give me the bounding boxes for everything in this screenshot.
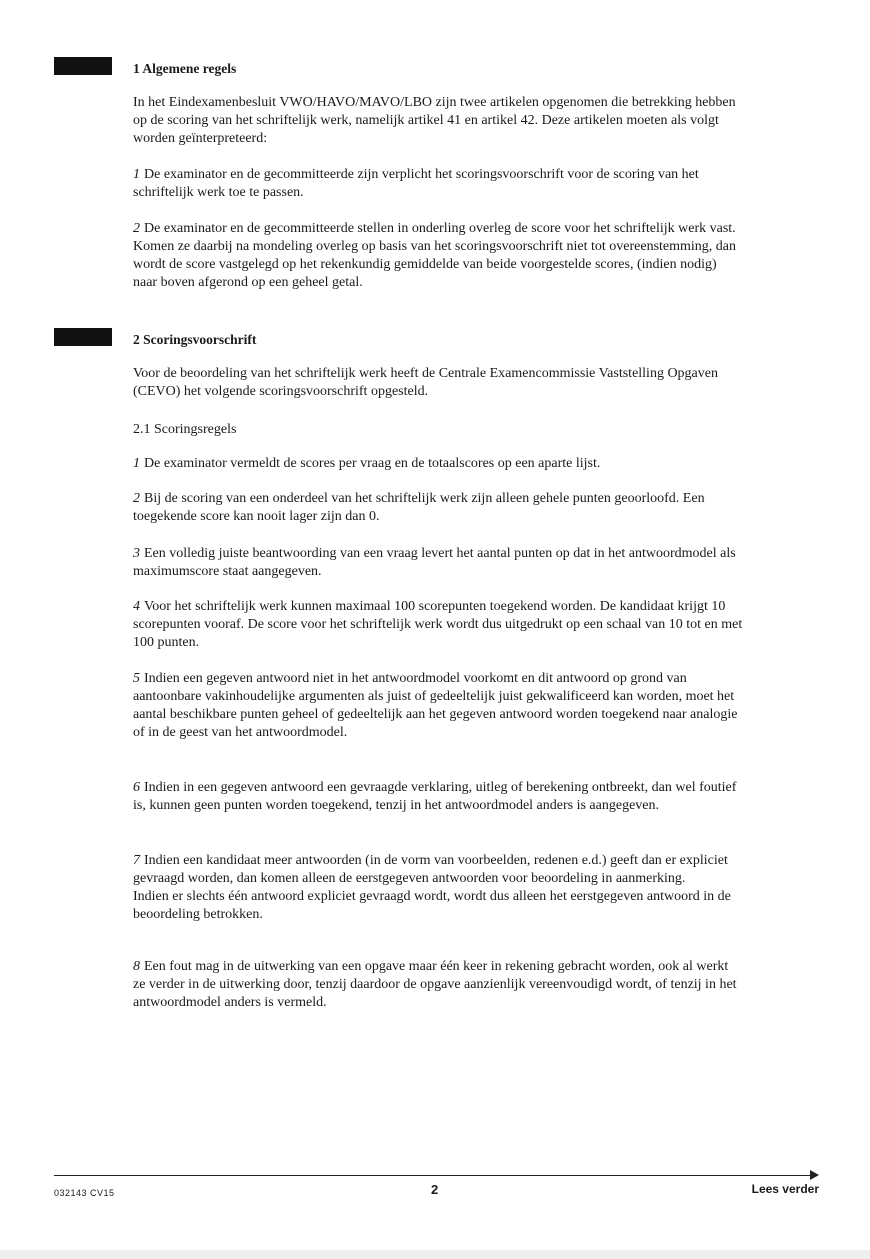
section-1-item-2 <box>133 220 743 292</box>
section-1-title: 1 Algemene regels <box>133 61 237 76</box>
rule-number: 6 <box>133 780 140 795</box>
rule-text: Indien een kandidaat meer antwoorden (in de vorm van voorbeelden, redenen e.d.) geeft dan er expliciet gevraagd worden, dan komen alleen de eerstgegeven antwoorden voor beoordeling in aanmerking. <box>133 853 728 886</box>
rule-2 <box>133 490 743 526</box>
item-text: De examinator en de gecommitteerde zijn verplicht het scoringsvoorschrift voor de scoring van het schriftelijk werk toe te passen. <box>133 167 699 200</box>
section-marker-2 <box>54 328 112 346</box>
rule-text: Een volledig juiste beantwoording van een vraag levert het aantal punten op dat in het antwoordmodel als maximumscore staat aangegeven. <box>133 546 736 579</box>
rule-number: 4 <box>133 599 140 614</box>
rule-text: Een fout mag in de uitwerking van een opgave maar één keer in rekening gebracht worden, ook al werkt ze verder in de uitwerking door, tenzij daardoor de opgave aanzienlijk vereenvoudigd wordt, of tenzij in het antwoordmodel anders is vermeld. <box>133 959 737 1010</box>
continue-label: Lees verder <box>751 1182 819 1196</box>
rule-text: Indien een gegeven antwoord niet in het antwoordmodel voorkomt en dit antwoord op grond van aantoonbare vakinhoudelijke argumenten als juist of gedeeltelijk juist gekwalificeerd kan worden, moet het aantal beschikbare punten geheel of gedeeltelijk aan het gegeven antwoord worden toegekend naar analogie of in de geest van het antwoordmodel. <box>133 671 738 740</box>
document-code: 032143 CV15 <box>54 1188 115 1198</box>
rule-number: 5 <box>133 671 140 686</box>
footer-divider <box>54 1175 814 1176</box>
rule-5 <box>133 670 743 742</box>
item-text: De examinator en de gecommitteerde stellen in onderling overleg de score voor het schriftelijk werk vast. Komen ze daarbij na mondeling overleg op basis van het scoringsvoorschrift niet tot overeenstemming, dan wordt de score vastgelegd op het rekenkundig gemiddelde van beide voorgestelde scores, (indien nodig) naar boven afgerond op een geheel getal. <box>133 221 737 290</box>
rule-6 <box>133 779 743 815</box>
rule-text: Bij de scoring van een onderdeel van het schriftelijk werk zijn alleen gehele punten geoorloofd. Een toegekende score kan nooit lager zijn dan 0. <box>133 491 705 524</box>
rule-text-extra: Indien er slechts één antwoord expliciet gevraagd wordt, wordt dus alleen het eerstgegeven antwoord in de beoordeling betrokken. <box>133 889 731 922</box>
rule-1 <box>133 455 743 473</box>
item-number: 2 <box>133 221 140 236</box>
page-number: 2 <box>431 1182 439 1197</box>
section-2-intro: Voor de beoordeling van het schriftelijk werk heeft de Centrale Examencommissie Vaststelling Opgaven (CEVO) het volgende scoringsvoorschrift opgesteld. <box>133 366 718 399</box>
rule-text: Voor het schriftelijk werk kunnen maximaal 100 scorepunten toegekend worden. De kandidaat krijgt 10 scorepunten vooraf. De score voor het schriftelijk werk wordt dus uitgedrukt op een schaal van 10 tot en met 100 punten. <box>133 599 743 650</box>
rule-4 <box>133 598 743 652</box>
rule-number: 1 <box>133 456 140 471</box>
rule-8 <box>133 958 743 1012</box>
section-1-item-1 <box>133 166 743 202</box>
section-marker-1 <box>54 57 112 75</box>
scan-edge <box>0 1250 870 1259</box>
rule-number: 7 <box>133 853 140 868</box>
rule-number: 3 <box>133 546 140 561</box>
rule-text: Indien in een gegeven antwoord een gevraagde verklaring, uitleg of berekening ontbreekt, dan wel foutief is, kunnen geen punten worden toegekend, tenzij in het antwoordmodel anders is aangegeven. <box>133 780 737 813</box>
arrow-right-icon <box>810 1170 819 1180</box>
rule-3 <box>133 545 743 581</box>
section-2-title: 2 Scoringsvoorschrift <box>133 332 257 347</box>
item-number: 1 <box>133 167 140 182</box>
section-1-intro: In het Eindexamenbesluit VWO/HAVO/MAVO/LBO zijn twee artikelen opgenomen die betrekking hebben op de scoring van het schriftelijk werk, namelijk artikel 41 en artikel 42. Deze artikelen moeten als volgt worden geïnterpreteerd: <box>133 95 736 146</box>
rule-text: De examinator vermeldt de scores per vraag en de totaalscores op een aparte lijst. <box>144 456 601 471</box>
rule-number: 2 <box>133 491 140 506</box>
rule-number: 8 <box>133 959 140 974</box>
section-2-subheading: 2.1 Scoringsregels <box>133 422 237 437</box>
rule-7 <box>133 852 743 924</box>
